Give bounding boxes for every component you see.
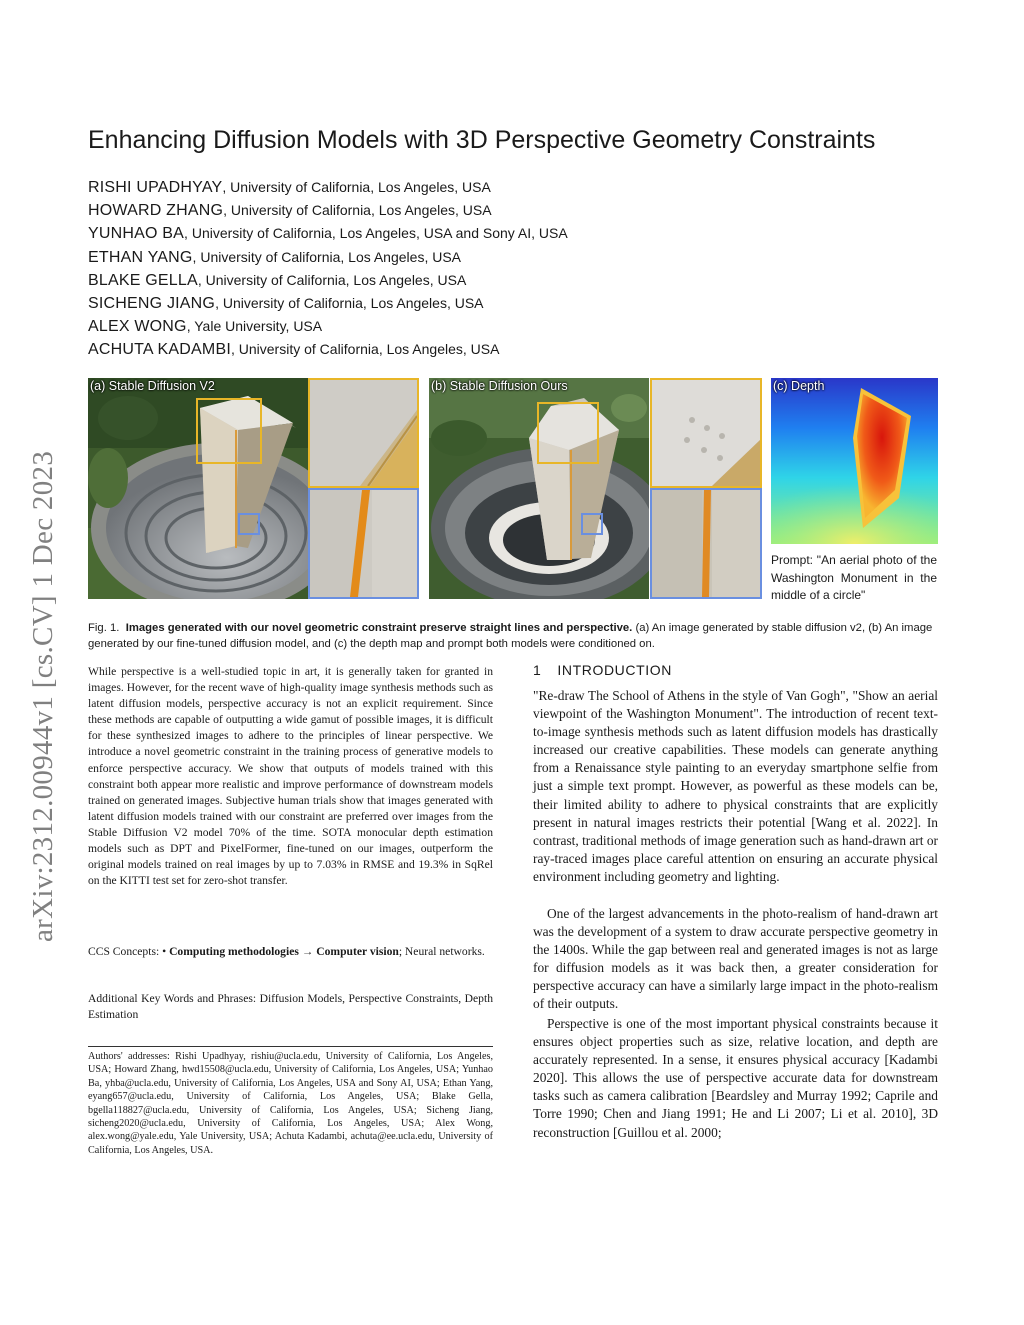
section-heading-introduction (533, 662, 672, 678)
zoom-detail-image (310, 380, 417, 486)
author-affiliation: University of California, Los Angeles, USA (230, 179, 491, 195)
abstract: While perspective is a well-studied topic in art, it is generally taken for granted in images. However, for the recent wave of high-quality image synthesis methods such as latent diffusion models, perspective accuracy is not an explicit requirement. Since these methods are capable of outputting a wide gamut of possible images, it is difficult for these synthesized images to adhere to the principles of linear perspective. We introduce a novel geometric constraint in the training process of generative models to enforce perspective accuracy. We show that outputs of models trained with this constraint both appear more realistic and improve performance of downstream models trained on generated images. Subjective human trials show that images generated with latent diffusion models trained with our constraint are preferred over images from the Stable Diffusion V2 model 70% of the time. SOTA monocular depth estimation models such as DPT and PixelFormer, fine-tuned on our images, outperform the original models trained on real images by up to 7.03% in RMSE and 19.3% in SqRel on the KITTI test set for zero-shot transfer. (88, 665, 493, 888)
author-entry: ACHUTA KADAMBI, University of California, Los Angeles, USA (88, 341, 500, 359)
ccs-concepts (88, 944, 493, 960)
zoom-box-top (537, 402, 599, 464)
author-affiliation: University of California, Los Angeles, USA (205, 271, 467, 288)
author-entry: SICHENG JIANG, University of California, Los Angeles, USA (88, 294, 484, 312)
author-affiliation: University of California, Los Angeles, USA (222, 294, 484, 311)
zoom-detail-image (310, 490, 417, 597)
section-title: INTRODUCTION (557, 662, 672, 678)
panel-a-zoom-bottom (308, 488, 419, 599)
ccs-label: CCS Concepts: (88, 945, 160, 958)
keywords: Additional Key Words and Phrases: Diffusion Models, Perspective Constraints, Depth Estimation (88, 992, 493, 1022)
author-name: ALEX WONG (88, 318, 187, 336)
depth-map-image (771, 378, 938, 544)
intro-paragraph: One of the largest advancements in the photo-realism of hand-drawn art was the development of a system to draw accurate perspective geometry in the 1400s. While the gap between real and generated images is not as large for diffusion models as it was back then, a greater consideration for perspective accuracy can have a similarly large impact in the photo-realism of their outputs. (533, 906, 938, 1012)
author-name: SICHENG JIANG (88, 294, 216, 312)
panel-c-label: (c) Depth (773, 379, 825, 393)
panel-c-depth-image (771, 378, 938, 544)
author-entry: RISHI UPADHYAY, University of California, Los Angeles, USA (88, 179, 491, 196)
ccs-concept: Computing methodologies → Computer vision (169, 945, 399, 958)
intro-paragraph: "Re-draw The School of Athens in the style of Van Gogh", "Show an aerial viewpoint of the Washington Monument". The introduction of recent text-to-image synthesis methods such as latent diffusion models has drastically increased our creative capabilities. These models can generate anything from a Renaissance style painting to an everyday smartphone selfie from just a simple text prompt. However, as powerful as these models can be, their limited ability to adhere to physical constraints that are explicitly present in natural images restricts their potential [Wang et al. 2022]. In contrast, traditional methods of image generation such as hand-drawn art or ray-traced images place careful attention on ensuring an accurate physical environment including geometry and lighting. (533, 688, 938, 884)
intro-paragraph: Perspective is one of the most important physical constraints because it ensures object properties such as size, relative location, and depth are accurately represented. In a sense, it ensures physical accuracy [Kadambi 2020]. This allows the use of perspective accurate data for downstream tasks such as camera calibration [Beardsley and Murray 1992; Caprile and Torre 1990; Chen and Jiang 1991; He and Li 2007; Li et al. 2010], 3D reconstruction [Guillou et al. 2000; (533, 1016, 938, 1140)
arxiv-stamp: arXiv:2312.00944v1 [cs.CV] 1 Dec 2023 (27, 450, 59, 942)
panel-a-image (88, 378, 308, 599)
caption-text: (a) An image generated by stable diffusion v2, (b) An image generated by our fine-tuned diffusion model, and (c) the depth map and prompt both models were conditioned on. (88, 622, 933, 651)
author-name: RISHI UPADHYAY (88, 179, 223, 196)
ccs-bullet: • (162, 945, 167, 958)
author-affiliation: University of California, Los Angeles, USA (238, 341, 500, 358)
zoom-box-top (196, 398, 262, 464)
author-name: YUNHAO BA (88, 225, 185, 243)
author-name: ETHAN YANG (88, 248, 193, 266)
author-name: ACHUTA KADAMBI (88, 341, 231, 359)
author-entry: ETHAN YANG, University of California, Los Angeles, USA (88, 248, 462, 266)
authors-addresses-footnote: Authors' addresses: Rishi Upadhyay, rishiu@ucla.edu, University of California, Los Angeles, USA; Howard Zhang, hwd15508@ucla.edu, University of California, Los Angeles, USA; Yunhao Ba, yhba@ucla.edu, University of California, Los Angeles, USA and Sony AI, USA; Ethan Yang, eyang657@ucla.edu, University of California, Los Angeles, USA; Blake Gella, bgella118827@ucla.edu, University of California, Los Angeles, USA; Sicheng Jiang, sicheng2020@ucla.edu, University of California, Los Angeles, USA; Alex Wong, alex.wong@yale.edu, Yale University, USA; Achuta Kadambi, achuta@ee.ucla.edu, University of California, Los Angeles, USA. (88, 1051, 493, 1156)
zoom-box-bottom (581, 513, 603, 535)
paper-title: Enhancing Diffusion Models with 3D Perspective Geometry Constraints (88, 126, 876, 154)
author-entry: HOWARD ZHANG, University of California, Los Angeles, USA (88, 202, 492, 220)
author-list (88, 176, 568, 362)
author-entry: ALEX WONG, Yale University, USA (88, 318, 323, 336)
author-affiliation: University of California, Los Angeles, USA (200, 248, 462, 265)
zoom-box-bottom (238, 513, 260, 535)
footnote-divider (88, 1046, 493, 1047)
panel-a-label: (a) Stable Diffusion V2 (90, 379, 215, 393)
figure-prompt: Prompt: "An aerial photo of the Washington Monument in the middle of a circle" (771, 553, 937, 603)
panel-b-zoom-top (650, 378, 762, 488)
panel-b-label: (b) Stable Diffusion Ours (431, 379, 568, 393)
author-affiliation: University of California, Los Angeles, USA and Sony AI, USA (191, 225, 568, 242)
author-entry: YUNHAO BA, University of California, Los Angeles, USA and Sony AI, USA (88, 225, 568, 243)
author-affiliation: Yale University, USA (194, 318, 323, 335)
author-affiliation: University of California, Los Angeles, USA (230, 202, 492, 219)
author-name: BLAKE GELLA (88, 271, 198, 289)
panel-a-zoom-top (308, 378, 419, 488)
panel-b-zoom-bottom (650, 488, 762, 599)
figure-caption (88, 620, 938, 653)
caption-prefix: Fig. 1. (88, 622, 120, 634)
section-number: 1 (533, 662, 542, 678)
ccs-rest: ; Neural networks. (398, 945, 485, 958)
author-name: HOWARD ZHANG (88, 202, 224, 220)
zoom-detail-image (652, 490, 760, 597)
caption-bold: Images generated with our novel geometric constraint preserve straight lines and perspective. (125, 622, 633, 634)
panel-b-image (429, 378, 649, 599)
author-entry: BLAKE GELLA, University of California, Los Angeles, USA (88, 271, 467, 289)
zoom-detail-image (652, 380, 760, 486)
